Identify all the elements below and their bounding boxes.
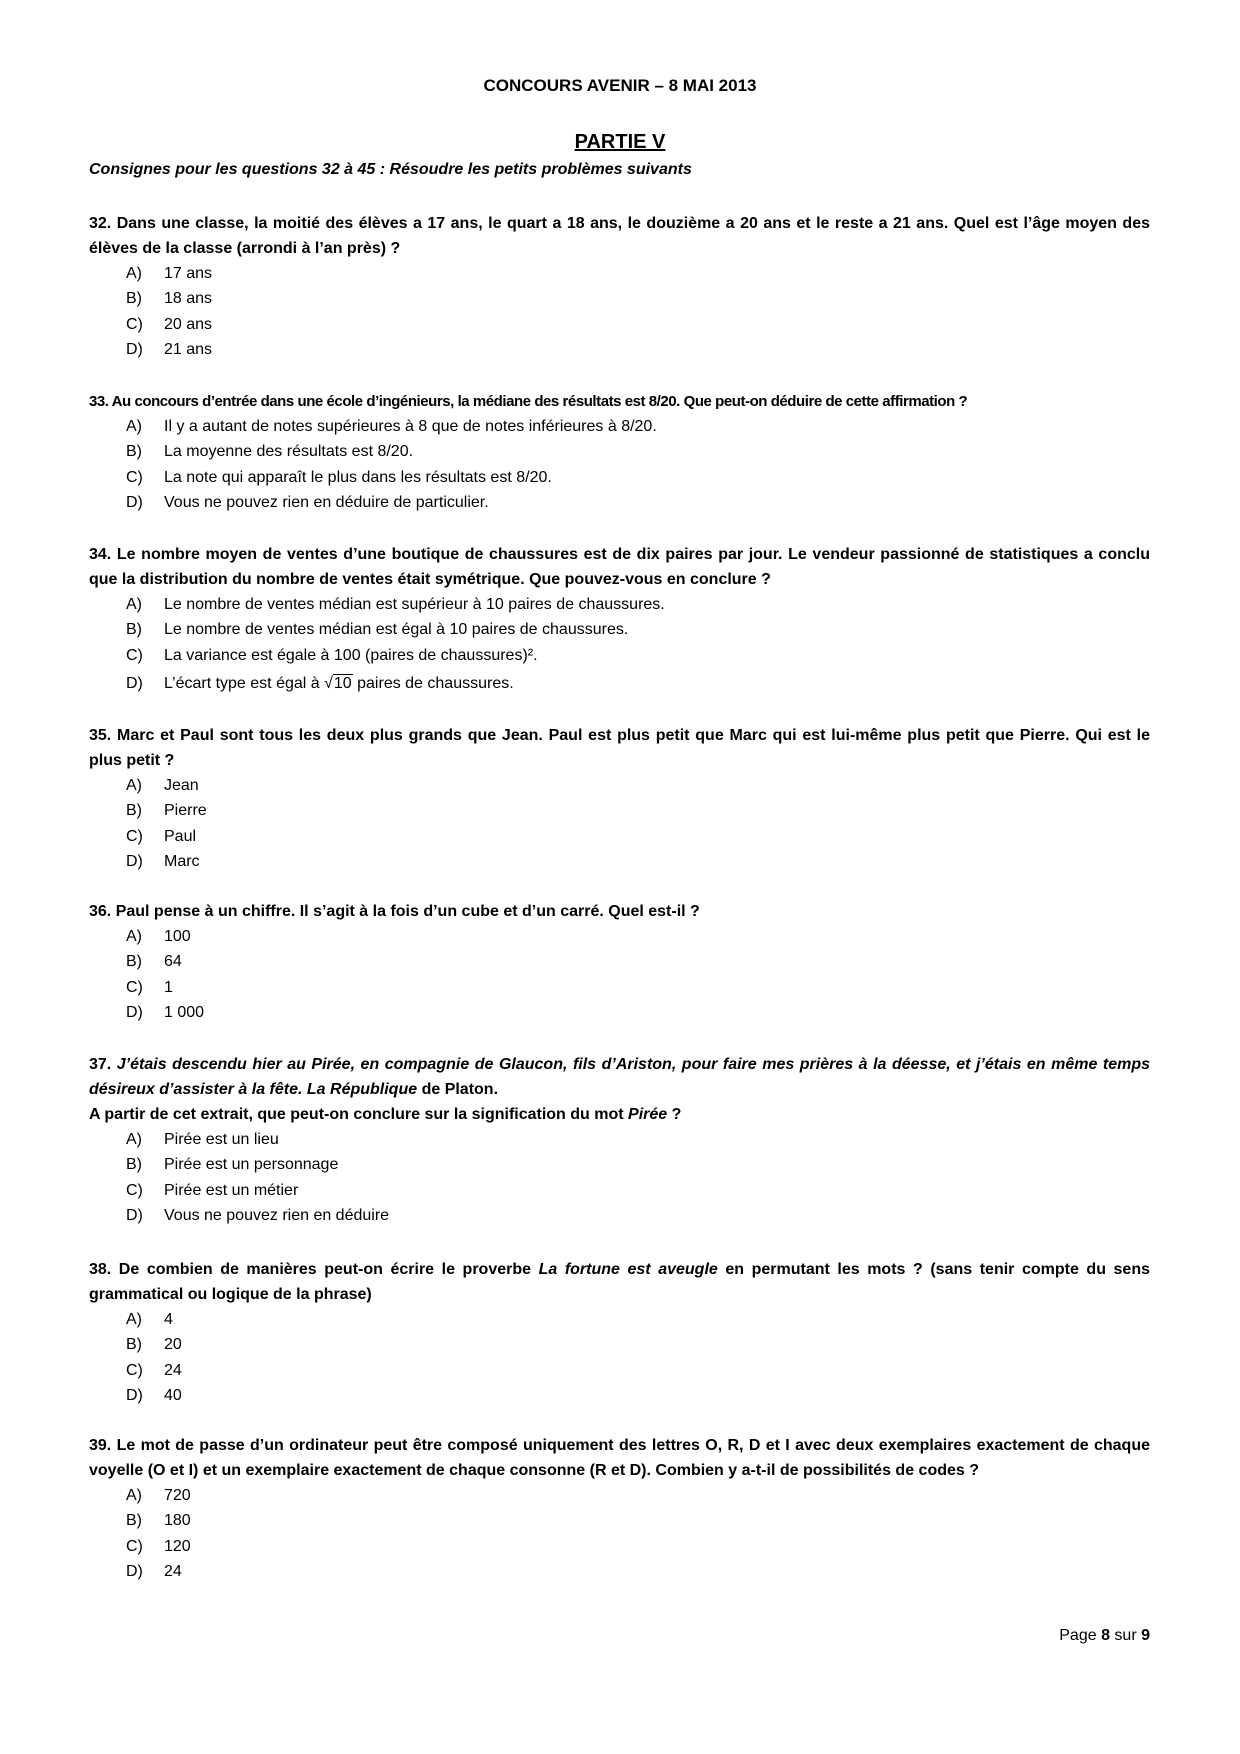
option-letter: C) xyxy=(126,315,143,333)
option-a xyxy=(89,924,1150,949)
option-letter: D) xyxy=(126,852,143,870)
option-letter: C) xyxy=(126,978,143,996)
part-heading: PARTIE V xyxy=(574,131,666,153)
option-letter: D) xyxy=(126,1562,143,1580)
option-a xyxy=(89,1307,1150,1332)
question-38 xyxy=(89,1257,1150,1408)
option-letter: C) xyxy=(126,468,143,486)
option-a xyxy=(89,1127,1150,1152)
option-letter: A) xyxy=(126,1311,142,1328)
option-letter: A) xyxy=(126,928,142,945)
question-text xyxy=(89,1052,1150,1102)
question-text: 36. Paul pense à un chiffre. Il s’agit à la fois d’un cube et d’un carré. Quel est-il ? xyxy=(89,903,700,920)
option-text: Pierre xyxy=(164,802,207,820)
option-letter: B) xyxy=(126,621,142,639)
option-text: 21 ans xyxy=(164,340,213,358)
prompt-text: A partir de cet extrait, que peut-on conclure sur la signification du mot xyxy=(89,1106,629,1123)
question-text-after: en permutant les mots ? (sans tenir compte du sens grammatical ou logique de la phrase) xyxy=(89,1261,1151,1303)
option-letter: D) xyxy=(126,1386,143,1404)
total-pages: 9 xyxy=(1141,1627,1150,1644)
option-c xyxy=(89,824,1150,849)
option-text: 20 ans xyxy=(164,315,213,333)
option-a xyxy=(89,773,1150,798)
quote-source: de Platon. xyxy=(417,1081,499,1098)
option-text: Pirée est un métier xyxy=(164,1181,299,1199)
option-d xyxy=(89,1203,1150,1228)
option-text: La moyenne des résultats est 8/20. xyxy=(164,443,414,461)
option-text: 1 xyxy=(164,978,173,996)
question-33 xyxy=(89,389,1150,515)
option-text: Vous ne pouvez rien en déduire xyxy=(164,1206,390,1224)
question-text: 33. Au concours d’entrée dans une école d’ingénieurs, la médiane des résultats est 8/20. Que peut-on déduire de cette affirmation ? xyxy=(89,393,968,410)
option-a xyxy=(89,592,1150,617)
option-b xyxy=(89,949,1150,974)
option-text: Paul xyxy=(164,827,197,845)
option-text: 64 xyxy=(164,953,182,971)
option-text: La note qui apparaît le plus dans les résultats est 8/20. xyxy=(164,468,552,486)
option-d xyxy=(89,849,1150,874)
option-letter: A) xyxy=(126,596,142,613)
question-text: 39. Le mot de passe d’un ordinateur peut être composé uniquement des lettres O, R, D et I avec deux exemplaires exactement de chaque voyelle (O et I) et un exemplaire exactement de chaque consonne (R et D). Combien y a-t-il de possibilités de codes ? xyxy=(89,1437,1150,1479)
option-text: 24 xyxy=(164,1562,182,1580)
document-title: CONCOURS AVENIR – 8 MAI 2013 xyxy=(483,76,757,95)
of-label: sur xyxy=(1109,1627,1142,1644)
question-text: 34. Le nombre moyen de ventes d’une boutique de chaussures est de dix paires par jour. Le vendeur passionné de statistiques a conclu que la distribution du nombre de ventes était symétrique. Que pouvez-vous en conclure ? xyxy=(89,546,1150,588)
option-letter: D) xyxy=(126,493,143,511)
option-text: 17 ans xyxy=(164,265,213,282)
option-letter: B) xyxy=(126,443,142,461)
option-text: Pirée est un personnage xyxy=(164,1156,339,1174)
option-text xyxy=(164,671,514,696)
option-b xyxy=(89,1332,1150,1357)
options xyxy=(89,414,1150,515)
option-d xyxy=(89,337,1150,362)
option-text-after: paires de chaussures. xyxy=(352,674,514,692)
option-text: Le nombre de ventes médian est égal à 10 paires de chaussures. xyxy=(164,621,629,639)
option-c xyxy=(89,1358,1150,1383)
prompt-end: ? xyxy=(667,1106,682,1123)
option-letter: C) xyxy=(126,827,143,845)
square-root: √10 xyxy=(324,674,352,692)
question-34 xyxy=(89,542,1150,696)
option-letter: C) xyxy=(126,1537,143,1555)
question-35 xyxy=(89,723,1150,874)
option-c xyxy=(89,1178,1150,1203)
option-text: La variance est égale à 100 (paires de chaussures)². xyxy=(164,646,538,664)
option-a xyxy=(89,414,1150,439)
options xyxy=(89,261,1150,362)
option-text: 20 xyxy=(164,1336,182,1354)
options xyxy=(89,1483,1150,1584)
option-letter: B) xyxy=(126,290,142,308)
question-37 xyxy=(89,1052,1150,1228)
options xyxy=(89,592,1150,696)
option-d xyxy=(89,1000,1150,1025)
page-number xyxy=(1059,1627,1150,1645)
option-c xyxy=(89,975,1150,1000)
option-letter: A) xyxy=(126,418,142,435)
option-b xyxy=(89,1508,1150,1533)
question-number: 37. xyxy=(89,1056,112,1073)
option-letter: B) xyxy=(126,953,142,971)
option-letter: B) xyxy=(126,1156,142,1174)
option-text: Le nombre de ventes médian est supérieur à 10 paires de chaussures. xyxy=(164,596,665,613)
option-a xyxy=(89,261,1150,286)
options xyxy=(89,924,1150,1025)
option-letter: B) xyxy=(126,1512,142,1530)
option-b xyxy=(89,1152,1150,1177)
prompt-word: Pirée xyxy=(628,1106,668,1123)
option-text: Pirée est un lieu xyxy=(164,1131,279,1148)
option-letter: C) xyxy=(126,1361,143,1379)
option-text: 180 xyxy=(164,1512,191,1530)
question-text: 32. Dans une classe, la moitié des élèves a 17 ans, le quart a 18 ans, le douzième a 20 ans et le reste a 21 ans. Quel est l’âge moyen des élèves de la classe (arrondi à l’an près) ? xyxy=(89,215,1150,257)
option-letter: D) xyxy=(126,674,143,692)
question-36 xyxy=(89,899,1150,1025)
option-b xyxy=(89,617,1150,642)
option-b xyxy=(89,798,1150,823)
option-text: 4 xyxy=(164,1311,173,1328)
option-d xyxy=(89,1383,1150,1408)
options xyxy=(89,773,1150,874)
option-c xyxy=(89,643,1150,668)
instructions: Consignes pour les questions 32 à 45 : Résoudre les petits problèmes suivants xyxy=(89,161,692,178)
option-letter: D) xyxy=(126,1206,143,1224)
option-text: 18 ans xyxy=(164,290,213,308)
option-letter: B) xyxy=(126,1336,142,1354)
option-letter: D) xyxy=(126,340,143,358)
option-b xyxy=(89,286,1150,311)
option-text: 120 xyxy=(164,1537,191,1555)
option-a xyxy=(89,1483,1150,1508)
option-letter: C) xyxy=(126,646,143,664)
options xyxy=(89,1127,1150,1228)
option-text: Vous ne pouvez rien en déduire de particulier. xyxy=(164,493,489,511)
option-letter: D) xyxy=(126,1003,143,1021)
option-letter: B) xyxy=(126,802,142,820)
option-text-before: L’écart type est égal à xyxy=(164,674,325,692)
option-text: Jean xyxy=(164,777,199,794)
option-letter: A) xyxy=(126,265,142,282)
question-text-before: 38. De combien de manières peut-on écrire le proverbe xyxy=(89,1261,539,1278)
radicand: 10 xyxy=(333,674,352,692)
option-b xyxy=(89,439,1150,464)
option-c xyxy=(89,465,1150,490)
option-text: 1 000 xyxy=(164,1003,205,1021)
options xyxy=(89,1307,1150,1408)
current-page: 8 xyxy=(1101,1627,1110,1644)
question-text xyxy=(89,1257,1150,1307)
question-prompt xyxy=(89,1102,1150,1127)
question-39 xyxy=(89,1433,1150,1584)
option-d xyxy=(89,490,1150,515)
option-text: Il y a autant de notes supérieures à 8 que de notes inférieures à 8/20. xyxy=(164,418,657,435)
quote: J’étais descendu hier au Pirée, en compagnie de Glaucon, fils d’Ariston, pour faire mes prières à la déesse, et j’étais en même temps désireux d’assister à la fête. La République xyxy=(89,1056,1150,1098)
option-letter: A) xyxy=(126,1487,142,1504)
option-text: 720 xyxy=(164,1487,191,1504)
option-d xyxy=(89,1559,1150,1584)
option-letter: A) xyxy=(126,777,142,794)
option-c xyxy=(89,1534,1150,1559)
option-text: 24 xyxy=(164,1361,182,1379)
option-d xyxy=(89,671,1150,696)
question-text: 35. Marc et Paul sont tous les deux plus grands que Jean. Paul est plus petit que Marc qui est lui-même plus petit que Pierre. Qui est le plus petit ? xyxy=(89,727,1150,769)
option-text: 40 xyxy=(164,1386,182,1404)
option-text: 100 xyxy=(164,928,191,945)
proverb: La fortune est aveugle xyxy=(538,1261,718,1278)
question-32 xyxy=(89,211,1150,362)
option-letter: A) xyxy=(126,1131,142,1148)
option-text: Marc xyxy=(164,852,200,870)
option-letter: C) xyxy=(126,1181,143,1199)
option-c xyxy=(89,312,1150,337)
page-label: Page xyxy=(1059,1627,1102,1644)
